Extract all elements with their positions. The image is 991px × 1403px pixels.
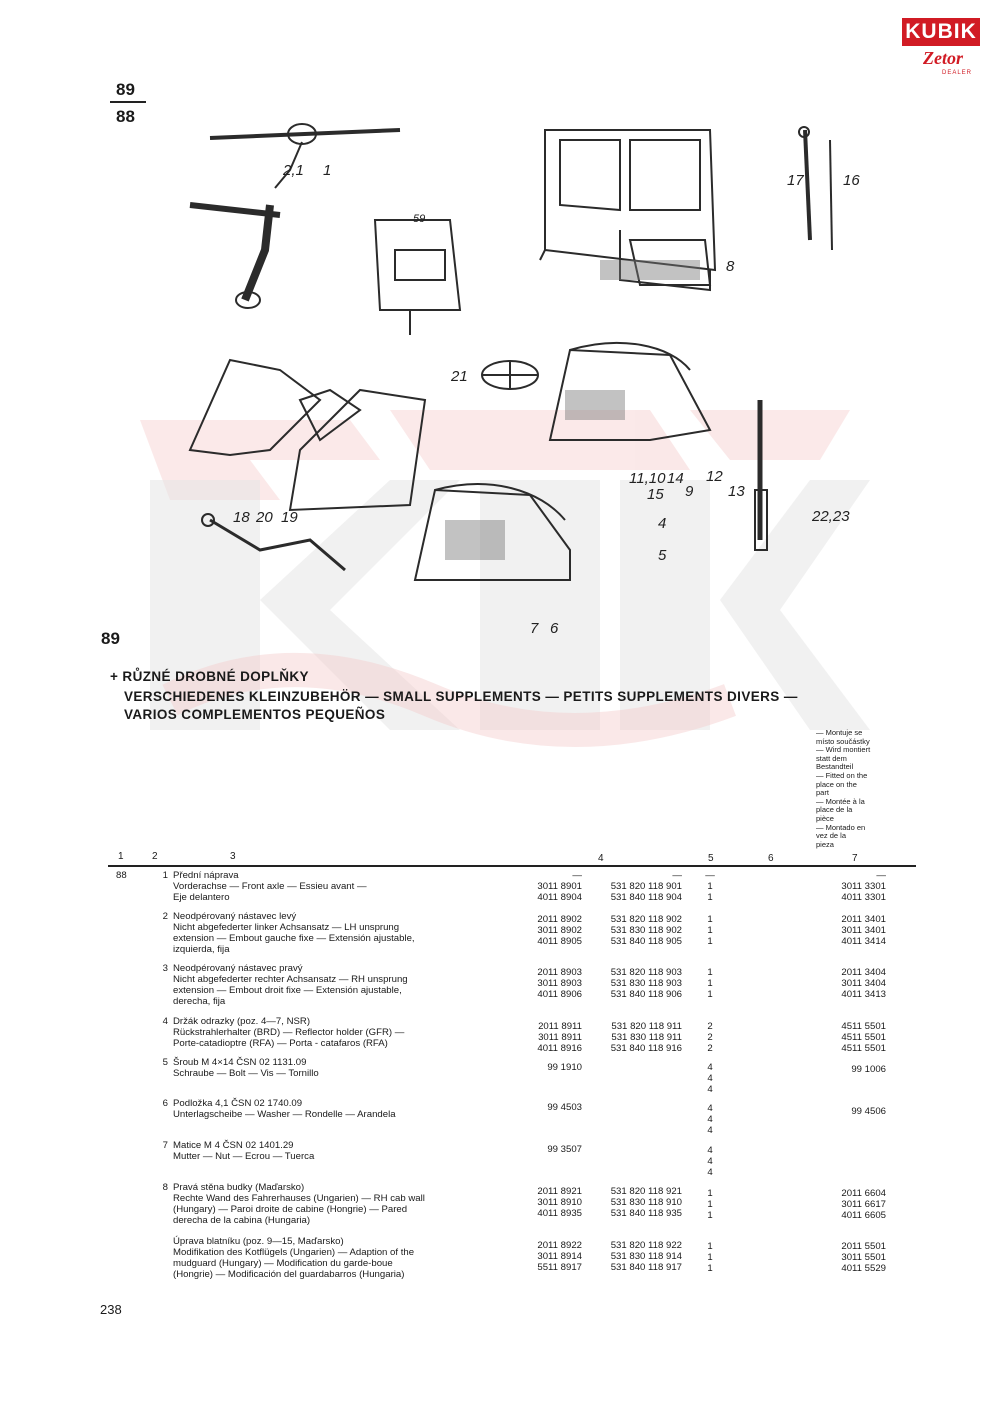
desc-line: Schraube — Bolt — Vis — Tornillo <box>173 1068 319 1079</box>
table-cell-pos: 4 <box>162 1016 168 1027</box>
cell-line: 1 <box>707 967 713 978</box>
cell-line: 3011 8910 <box>537 1197 582 1208</box>
legend-line: — Fitted on the <box>816 770 868 780</box>
column-header-7: 7 <box>852 853 858 864</box>
legend-line: — Montado en <box>816 822 866 832</box>
column-header-2: 2 <box>152 851 158 862</box>
table-cell-qty <box>700 1145 720 1178</box>
cell-line: 2011 8921 <box>537 1186 582 1197</box>
table-cell-col4b <box>596 1240 682 1273</box>
cell-line: — <box>876 870 886 881</box>
cell-line: 531 820 118 911 <box>611 1021 682 1032</box>
cell-line: 3011 5501 <box>841 1252 886 1263</box>
legend-line: place on the <box>816 779 857 789</box>
cell-line: 4511 5501 <box>841 1043 886 1054</box>
cell-line: 1 <box>707 1210 713 1221</box>
callout: 14 <box>667 470 684 487</box>
table-cell-pos: 8 <box>162 1182 168 1193</box>
column-header-5: 5 <box>708 853 714 864</box>
callout: 8 <box>726 258 735 275</box>
table-cell-col7 <box>800 1021 886 1054</box>
cell-line: 2 <box>707 1032 713 1043</box>
callout: 13 <box>728 483 745 500</box>
table-cell-col4b <box>596 914 682 947</box>
logo-sub: Zetor <box>923 48 963 68</box>
cell-line: 2011 8922 <box>537 1240 582 1251</box>
cell-line: 4 <box>707 1167 713 1178</box>
cell-line: 4011 3414 <box>841 936 886 947</box>
cell-line: 5511 8917 <box>537 1262 582 1273</box>
figure-ref-bottom: 88 <box>116 107 135 126</box>
cell-line: 2011 8911 <box>538 1021 582 1032</box>
desc-line: extension — Embout gauche fixe — Extensión ajustable, <box>173 933 415 944</box>
table-cell-description <box>173 1140 513 1162</box>
legend-line: statt dem <box>816 753 847 763</box>
table-cell-description <box>173 963 513 1007</box>
callout: 7 <box>530 620 539 637</box>
cell-line: 4011 3413 <box>841 989 886 1000</box>
desc-line: Neodpérovaný nástavec pravý <box>173 963 303 974</box>
table-cell-qty <box>700 1188 720 1221</box>
cell-line: 99 1910 <box>547 1062 582 1073</box>
table-cell-col7 <box>800 870 886 903</box>
table-cell-pos: 5 <box>162 1057 168 1068</box>
callout: 21 <box>451 368 468 385</box>
cell-line: 99 4503 <box>547 1102 582 1113</box>
table-cell-group: 88 <box>116 870 127 881</box>
brand-logo <box>902 18 980 84</box>
heading-cz: + RŮZNÉ DROBNÉ DOPLŇKY <box>110 669 309 684</box>
cell-line: 1 <box>707 892 713 903</box>
cell-line: 531 820 118 901 <box>610 881 682 892</box>
table-cell-pos: 7 <box>162 1140 168 1151</box>
cell-line: 99 4506 <box>851 1106 886 1117</box>
desc-line: Držák odrazky (poz. 4—7, NSR) <box>173 1016 311 1027</box>
table-cell-qty <box>700 1021 720 1054</box>
table-cell-col7 <box>800 967 886 1000</box>
desc-line: (Hungary) — Paroi droite de cabine (Hongrie) — Pared <box>173 1204 408 1215</box>
table-cell-description <box>173 870 513 903</box>
callout: 20 <box>256 509 273 526</box>
desc-line: derecha, fija <box>173 996 226 1007</box>
desc-line: Přední náprava <box>173 870 239 881</box>
desc-line: mudguard (Hungary) — Modification du garde-boue <box>173 1258 393 1269</box>
cell-line: — <box>705 870 715 881</box>
cell-line: 2011 8902 <box>537 914 582 925</box>
cell-line: 4011 8905 <box>537 936 582 947</box>
table-cell-description <box>173 1182 513 1226</box>
cell-line: 4 <box>707 1073 713 1084</box>
logo-brand: KUBIK <box>905 20 977 43</box>
table-cell-col4a <box>522 1240 582 1273</box>
callout: 11,10 <box>629 470 666 487</box>
callout: 19 <box>281 509 298 526</box>
table-cell-pos: 6 <box>162 1098 168 1109</box>
callout: 18 <box>233 509 250 526</box>
table-cell-qty <box>700 1241 720 1274</box>
table-cell-description <box>173 1236 513 1280</box>
figure-ref-top: 89 <box>116 80 135 99</box>
table-cell-col4a <box>522 1102 582 1113</box>
table-cell-col4a <box>522 1186 582 1219</box>
cell-line: 2011 6604 <box>841 1188 886 1199</box>
cell-line: 4011 5529 <box>841 1263 886 1274</box>
cell-line: 531 830 118 911 <box>611 1032 682 1043</box>
legend-line: place de la <box>816 805 853 815</box>
desc-line: Matice M 4 ČSN 02 1401.29 <box>173 1140 294 1151</box>
desc-line: Rechte Wand des Fahrerhauses (Ungarien) — RH cab wall <box>173 1193 425 1204</box>
cell-line: 4 <box>707 1062 713 1073</box>
cell-line: — <box>572 870 582 881</box>
cell-line: 531 830 118 910 <box>610 1197 682 1208</box>
desc-line: Vorderachse — Front axle — Essieu avant — <box>173 881 367 892</box>
table-cell-qty <box>700 914 720 947</box>
legend-line: — Wird montiert <box>816 745 871 755</box>
column-7-legend <box>816 729 906 849</box>
callout: 22,23 <box>812 508 850 525</box>
cell-line: 2 <box>707 1021 713 1032</box>
table-cell-description <box>173 1098 513 1120</box>
cell-line: 2 <box>707 1043 713 1054</box>
cell-line: 1 <box>707 1241 713 1252</box>
desc-line: Šroub M 4×14 ČSN 02 1131.09 <box>173 1057 307 1068</box>
desc-line: Pravá stěna budky (Maďarsko) <box>173 1182 305 1193</box>
table-cell-qty <box>700 870 720 903</box>
cell-line: 4 <box>707 1103 713 1114</box>
cell-line: 1 <box>707 978 713 989</box>
cell-line: 531 840 118 906 <box>610 989 682 1000</box>
column-header-6: 6 <box>768 853 774 864</box>
cell-line: 1 <box>707 1252 713 1263</box>
table-cell-col7 <box>800 1064 886 1075</box>
cell-line: 531 840 118 917 <box>610 1262 682 1273</box>
cell-line: 4 <box>707 1125 713 1136</box>
cell-line: 4011 3301 <box>841 892 886 903</box>
cell-line: 1 <box>707 1188 713 1199</box>
cell-line: 531 820 118 922 <box>610 1240 682 1251</box>
desc-line: Eje delantero <box>173 892 230 903</box>
table-cell-col7 <box>800 1106 886 1117</box>
cell-line: 531 840 118 935 <box>610 1208 682 1219</box>
cell-line: 2011 8903 <box>537 967 582 978</box>
desc-line: Porte-catadioptre (RFA) — Porta - catafaros (RFA) <box>173 1038 388 1049</box>
legend-line: pieza <box>816 839 834 849</box>
cell-line: 3011 8901 <box>537 881 582 892</box>
cell-line: 4511 5501 <box>841 1021 886 1032</box>
fraction-line <box>110 101 146 103</box>
cell-line: 531 840 118 916 <box>610 1043 682 1054</box>
cell-line: 1 <box>707 989 713 1000</box>
cell-line: 4011 6605 <box>841 1210 886 1221</box>
legend-line: pièce <box>816 813 834 823</box>
table-cell-col4b <box>596 870 682 903</box>
heading-es: VARIOS COMPLEMENTOS PEQUEÑOS <box>124 707 386 722</box>
desc-line: Nicht abgefederter linker Achsansatz — LH unsprung <box>173 922 400 933</box>
cell-line: 4 <box>707 1145 713 1156</box>
table-cell-qty <box>700 1103 720 1136</box>
cell-line: 531 840 118 904 <box>610 892 682 903</box>
callout: 16 <box>843 172 860 189</box>
column-header-3: 3 <box>230 851 236 862</box>
cell-line: 531 830 118 902 <box>610 925 682 936</box>
cell-line: 531 830 118 914 <box>610 1251 682 1262</box>
cell-line: 1 <box>707 914 713 925</box>
table-cell-col7 <box>800 1188 886 1221</box>
cell-line: 3011 8903 <box>537 978 582 989</box>
cell-line: 1 <box>707 936 713 947</box>
callout: 1 <box>323 162 332 179</box>
cell-line: 4011 8904 <box>537 892 582 903</box>
callout: 6 <box>550 620 559 637</box>
cell-line: 531 840 118 905 <box>610 936 682 947</box>
table-cell-col4b <box>596 1186 682 1219</box>
legend-line: part <box>816 788 829 798</box>
cell-line: 531 830 118 903 <box>610 978 682 989</box>
desc-line: Unterlagscheibe — Washer — Rondelle — Arandela <box>173 1109 396 1120</box>
table-cell-description <box>173 911 513 955</box>
cell-line: 2011 5501 <box>841 1241 886 1252</box>
table-cell-pos: 1 <box>162 870 168 881</box>
desc-line: Podložka 4,1 ČSN 02 1740.09 <box>173 1098 303 1109</box>
callout: 4 <box>658 515 667 532</box>
cell-line: 1 <box>707 925 713 936</box>
table-cell-pos: 3 <box>162 963 168 974</box>
desc-line: Nicht abgefederter rechter Achsansatz — RH unsprung <box>173 974 408 985</box>
heading-multilang: VERSCHIEDENES KLEINZUBEHÖR — SMALL SUPPLEMENTS — PETITS SUPPLEMENTS DIVERS — <box>124 689 798 704</box>
column-header-1: 1 <box>118 851 124 862</box>
parts-drawing <box>170 110 890 640</box>
cell-line: 99 1006 <box>851 1064 886 1075</box>
table-cell-col4a <box>522 1062 582 1073</box>
table-cell-col7 <box>800 914 886 947</box>
desc-line: derecha de la cabina (Hungaria) <box>173 1215 311 1226</box>
cell-line: 2011 3404 <box>841 967 886 978</box>
cell-line: — <box>672 870 682 881</box>
header-rule <box>108 865 916 867</box>
cell-line: 4011 8916 <box>537 1043 582 1054</box>
table-cell-col4b <box>596 1021 682 1054</box>
legend-line: místo součástky <box>816 736 870 746</box>
desc-line: Modifikation des Kotflügels (Ungarien) — Adaption of the <box>173 1247 415 1258</box>
cell-line: 2011 3401 <box>841 914 886 925</box>
cell-line: 3011 8911 <box>538 1032 582 1043</box>
logo-dealer: DEALER <box>942 70 973 76</box>
page-number: 238 <box>100 1302 122 1317</box>
table-cell-pos: 2 <box>162 911 168 922</box>
desc-line: izquierda, fija <box>173 944 230 955</box>
desc-line: Neodpérovaný nástavec levý <box>173 911 297 922</box>
callout: 2,1 <box>283 162 304 179</box>
desc-line: Rückstrahlerhalter (BRD) — Reflector holder (GFR) — <box>173 1027 405 1038</box>
cell-line: 99 3507 <box>547 1144 582 1155</box>
table-cell-col4a <box>522 1144 582 1155</box>
cell-line: 1 <box>707 1199 713 1210</box>
cell-line: 531 820 118 903 <box>610 967 682 978</box>
cell-line: 4 <box>707 1114 713 1125</box>
callout: 15 <box>647 486 664 503</box>
desc-line: Mutter — Nut — Ecrou — Tuerca <box>173 1151 315 1162</box>
cell-line: 531 820 118 902 <box>610 914 682 925</box>
legend-line: vez de la <box>816 831 847 841</box>
cell-line: 4011 8906 <box>537 989 582 1000</box>
callout: 59 <box>413 213 426 225</box>
cell-line: 3011 3301 <box>841 881 886 892</box>
table-cell-col4a <box>522 870 582 903</box>
legend-line: Bestandteil <box>816 762 854 772</box>
callout: 12 <box>706 468 723 485</box>
callout: 5 <box>658 547 667 564</box>
cell-line: 3011 6617 <box>841 1199 886 1210</box>
cell-line: 1 <box>707 881 713 892</box>
figure-label: 89 <box>101 629 120 648</box>
cell-line: 3011 3401 <box>841 925 886 936</box>
legend-line: — Montée à la <box>816 796 865 806</box>
cell-line: 1 <box>707 1263 713 1274</box>
cell-line: 3011 3404 <box>841 978 886 989</box>
table-cell-qty <box>700 1062 720 1095</box>
desc-line: extension — Embout droit fixe — Extensión ajustable, <box>173 985 402 996</box>
callout: 17 <box>787 172 804 189</box>
table-cell-col4a <box>522 914 582 947</box>
column-header-4: 4 <box>598 853 604 864</box>
table-cell-col4a <box>522 1021 582 1054</box>
cell-line: 3011 8902 <box>537 925 582 936</box>
cell-line: 4011 8935 <box>537 1208 582 1219</box>
table-cell-qty <box>700 967 720 1000</box>
cell-line: 3011 8914 <box>537 1251 582 1262</box>
cell-line: 4 <box>707 1084 713 1095</box>
table-cell-col7 <box>800 1241 886 1274</box>
cell-line: 531 820 118 921 <box>610 1186 682 1197</box>
table-cell-col4b <box>596 967 682 1000</box>
table-cell-col4a <box>522 967 582 1000</box>
callout: 9 <box>685 483 694 500</box>
desc-line: Úprava blatníku (poz. 9—15, Maďarsko) <box>173 1236 344 1247</box>
table-cell-description <box>173 1057 513 1079</box>
cell-line: 4511 5501 <box>841 1032 886 1043</box>
table-cell-description <box>173 1016 513 1049</box>
desc-line: (Hongrie) — Modificación del guardabarros (Hungaria) <box>173 1269 405 1280</box>
cell-line: 4 <box>707 1156 713 1167</box>
legend-line: — Montuje se <box>816 728 863 737</box>
